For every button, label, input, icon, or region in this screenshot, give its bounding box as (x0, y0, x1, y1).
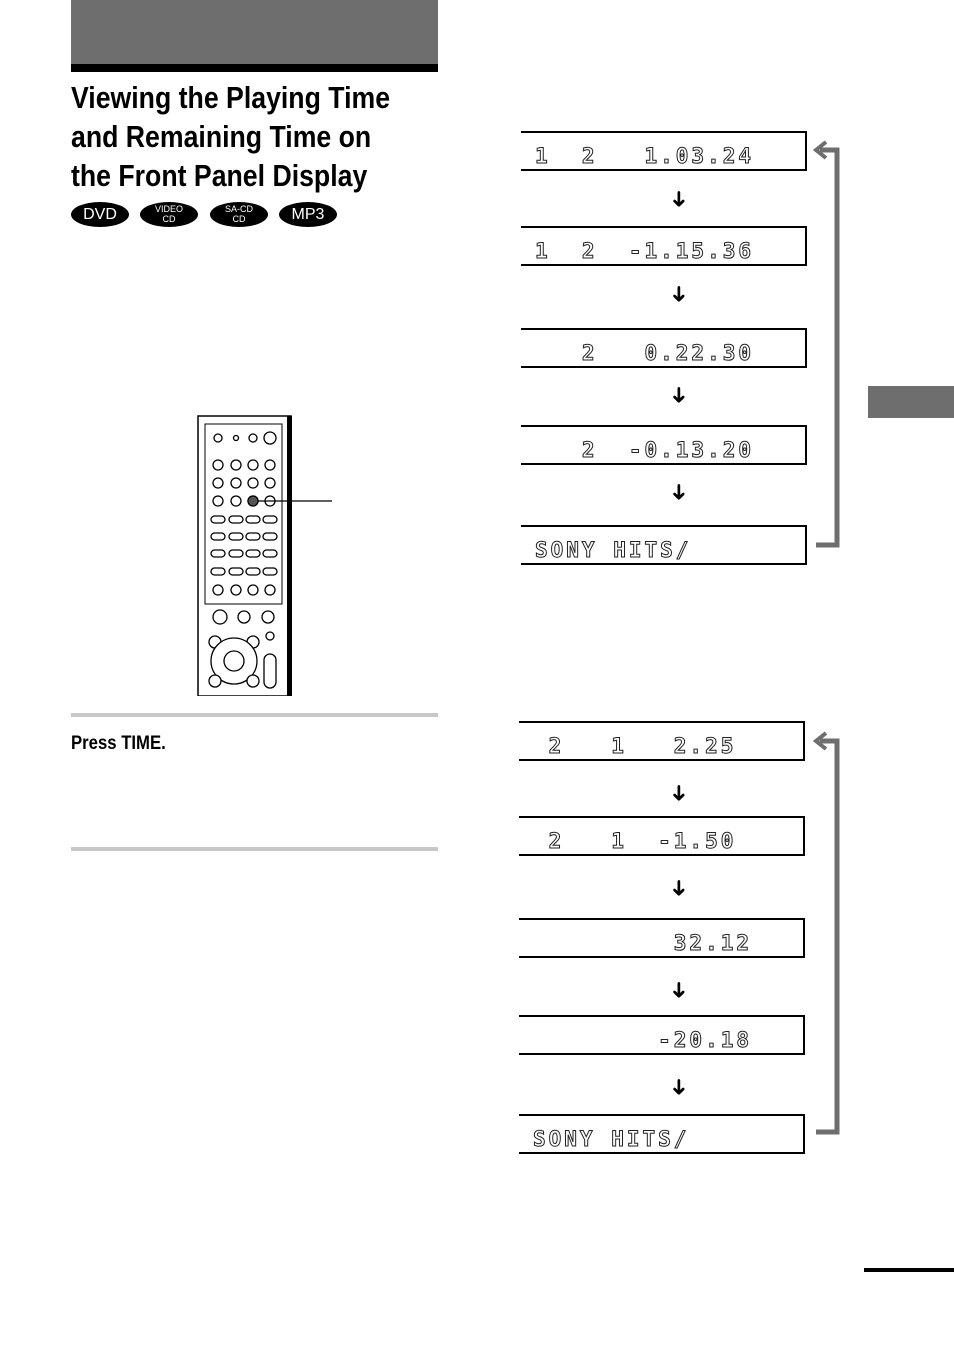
display-text: 2 1 -1.50 (533, 829, 737, 853)
loop-arrow-icon (808, 728, 848, 1140)
remote-control-illustration (195, 414, 335, 696)
down-arrow-icon: ➜ (666, 385, 692, 405)
footer-rule (864, 1268, 954, 1272)
step-bottom-rule (71, 847, 438, 851)
sa-cd-badge: SA-CD CD (210, 202, 268, 227)
display-text: 32.12 (533, 931, 753, 955)
front-panel-display (519, 1114, 805, 1154)
display-text: 1 2 1.03.24 (535, 144, 755, 168)
video-cd-badge: VIDEO CD (140, 202, 198, 227)
section-tab (868, 386, 954, 418)
mp3-badge: MP3 (279, 202, 337, 227)
down-arrow-icon: ➜ (666, 482, 692, 502)
page-title (71, 78, 398, 195)
down-arrow-icon: ➜ (666, 189, 692, 209)
front-panel-display (521, 131, 807, 171)
header-rule (71, 64, 438, 72)
step-top-rule (71, 713, 438, 717)
display-text: 2 1 2.25 (533, 734, 737, 758)
display-text: 1 2 -1.15.36 (535, 239, 755, 263)
front-panel-display (521, 425, 807, 465)
down-arrow-icon: ➜ (666, 284, 692, 304)
down-arrow-icon: ➜ (666, 783, 692, 803)
front-panel-display (519, 1015, 805, 1055)
front-panel-display (521, 525, 807, 565)
front-panel-display (519, 918, 805, 958)
header-bar (71, 0, 438, 64)
display-text: 2 0.22.30 (535, 341, 755, 365)
display-text: SONY HITS/ (535, 538, 692, 562)
front-panel-display (521, 226, 807, 266)
title-line: the Front Panel Display (71, 158, 368, 193)
display-text: -20.18 (533, 1028, 753, 1052)
down-arrow-icon: ➜ (666, 980, 692, 1000)
dvd-badge: DVD (71, 202, 129, 227)
down-arrow-icon: ➜ (666, 878, 692, 898)
front-panel-display (521, 328, 807, 368)
title-line: Viewing the Playing Time (71, 80, 391, 115)
title-line: and Remaining Time on (71, 119, 372, 154)
step-instruction: Press TIME. (71, 733, 166, 754)
front-panel-display (519, 816, 805, 856)
down-arrow-icon: ➜ (666, 1077, 692, 1097)
loop-arrow-icon (808, 138, 848, 550)
front-panel-display (519, 721, 805, 761)
display-text: 2 -0.13.20 (535, 438, 755, 462)
display-text: SONY HITS/ (533, 1127, 690, 1151)
